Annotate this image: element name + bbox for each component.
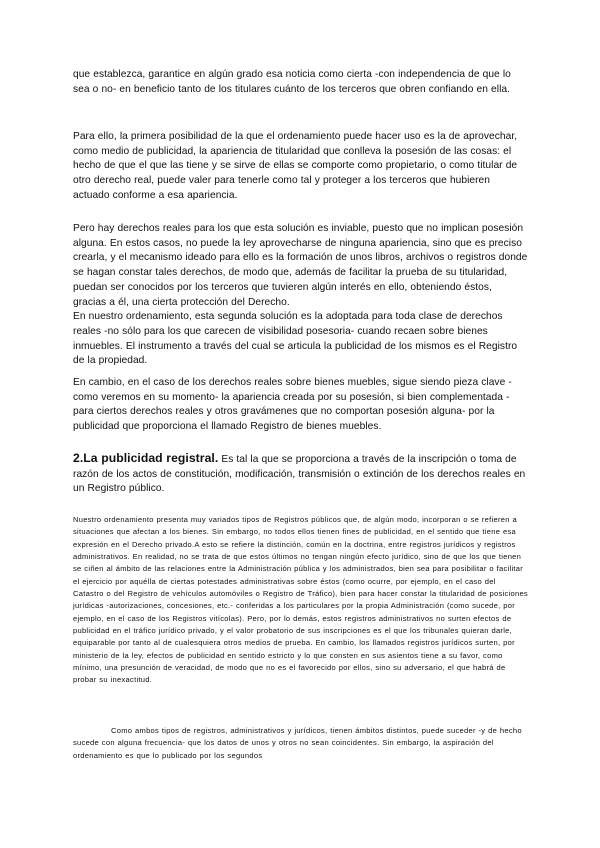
paragraph-movable-goods: En cambio, en el caso de los derechos reales sobre bienes muebles, sigue siendo pieza clave -como veremos en su momento- la apariencia creada por su posesión, si bien complementada -para ciertos derechos reales y otros gravámenes que no comportan posesión alguna- por la publicidad que proporciona el llamado Registro de bienes muebles. xyxy=(73,377,512,433)
section-heading: 2.La publicidad registral. xyxy=(73,451,219,465)
section-2 xyxy=(73,451,528,497)
paragraph-registries: Pero hay derechos reales para los que esta solución es inviable, puesto que no implican posesión alguna. En estos casos, no puede la ley aprovecharse de ninguna apariencia, sino que es preciso crearla, y el mecanismo ideado para ello es la formación de unos libros, archivos o registros donde se hagan constar tales derechos, de modo que, además de facilitar la prueba de su titularidad, puedan ser conocidos por los terceros que tuvieren algún interés en ello, obteniendo éstos, gracias a él, una cierta protección del Derecho. xyxy=(73,223,528,308)
section-text: Es tal la que se proporciona a través de la inscripción o toma de razón de los actos de constitución, modificación, transmisión o extinción de los derechos reales en un Registro público. xyxy=(73,454,526,495)
paragraph-property-registry: En nuestro ordenamiento, esta segunda solución es la adoptada para toda clase de derechos reales -no sólo para los que carecen de visibilidad posesoria- cuando recaen sobre bienes inmuebles. El instrumento a través del cual se articula la publicidad de los mismos es el Registro de la propiedad. xyxy=(73,311,518,367)
paragraph-continuation: que establezca, garantice en algún grado esa noticia como cierta -con independencia de que lo sea o no- en beneficio tanto de los titulares cuánto de los terceros que obren confiando en ella. xyxy=(73,69,511,95)
paragraph-possession-appearance: Para ello, la primera posibilidad de la que el ordenamiento puede hacer uso es la de aprovechar, como medio de publicidad, la apariencia de titularidad que conlleva la posesión de las cosas: el hecho de que el que las tiene y se sirve de ellas se comporte como propietario, o como titular de otro derecho real, puede valer para tenerle como tal y proteger a los terceros que hubieren actuado conforme a esa apariencia. xyxy=(73,131,518,201)
footnote-paragraph-continued: Como ambos tipos de registros, administrativos y jurídicos, tienen ámbitos distintos, puede suceder -y de hecho sucede con alguna frecuencia- que los datos de unos y otros no sean coincidentes. Sin embargo, la aspiración del ordenamiento es que lo publicado por los segundos xyxy=(73,726,522,760)
footnote-paragraph: Nuestro ordenamiento presenta muy variados tipos de Registros públicos que, de algún modo, incorporan o se refieren a situaciones que afectan a los bienes. Sin embargo, no todos ellos tienen fines de publicidad, en el sentido que tiene esa expresión en el Derecho privado.A esto se refiere la distinción, común en la doctrina, entre registros jurídicos y registros administrativos. En realidad, no se trata de que estos últimos no tengan ningún efecto jurídico, sino de que los que tienen se ciñen al ámbito de las relaciones entre la Administración pública y los administrados, bien sea para posibilitar o facilitar el ejercicio por aquélla de ciertas potestades administrativas sobre éstos (como ocurre, por ejemplo, en el caso del Catastro o del Registro de vehículos automóviles o Registro de Tráfico), bien para hacer constar la titularidad de posiciones jurídicas -autorizaciones, concesiones, etc.- conferidas a los particulares por la propia Administración (como sucede, por ejemplo, en el caso de los Registros vitícolas). Pero, por lo demás, estos registros administrativos no surten efectos de publicidad en el tráfico jurídico privado, y el valor probatorio de sus inscripciones es el que los tribunales quieran darle, equiparable por tanto al de cualesquiera otros medios de prueba. En cambio, los llamados registros jurídicos surten, por ministerio de la ley, efectos de publicidad en sentido estricto y lo que consten en sus asientos tiene a su favor, como mínimo, una presunción de veracidad, de modo que no es el favorecido por ellos, sino su adversario, el que habrá de probar su inexactitud. xyxy=(73,515,528,685)
paragraph-registries-block xyxy=(73,222,528,369)
